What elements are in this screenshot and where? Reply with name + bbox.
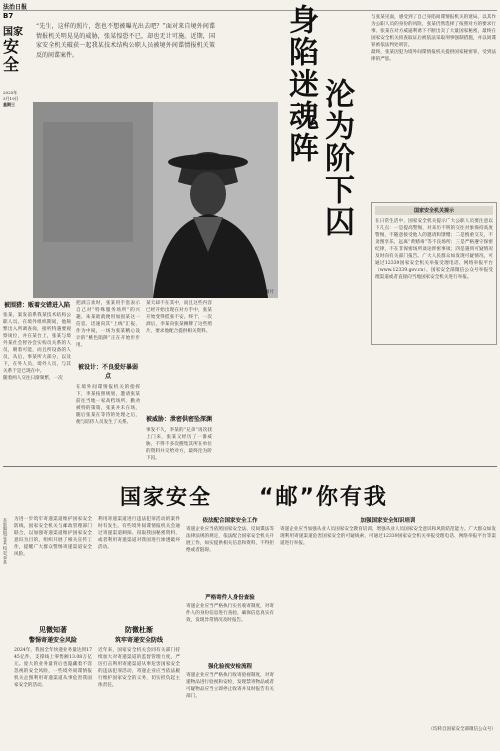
issue-weekday: 星期三 <box>3 102 15 107</box>
masthead-rule <box>3 10 497 11</box>
bottom-col1-text2: 2024年，我国全年快递业务量达到1745亿件，支撑线上零售额13.08万亿元。庞大的业务量背后也隐藏着不容忽视的安全风险，一些境外间谍情报机关企图利用寄递渠道从事危害我国家安全的活动。 <box>14 648 92 688</box>
spy-figure-illustration <box>33 102 278 298</box>
side-box-title: 国家安全机关提示 <box>375 206 493 215</box>
top-col3-text2: 事发不久，李某的“兄弟”再次找上门来，张某又经历了一番威胁，不得不多次搜集其所在单位的资料并交给对方，最终沦为阶下囚。 <box>146 428 212 461</box>
subhead-inspect: 强化验视安检流程 <box>207 664 252 670</box>
section-bar <box>3 12 29 115</box>
subhead-surrounded: 被围猎：贩着交错进入陷 <box>3 302 70 309</box>
top-col1-para2: 随着两人交往日渐频繁，一次 <box>3 376 63 381</box>
bottom-col2-text2: 近年来，国家安全机关会同有关部门持续加大对寄递渠道的监督管理力度，严厉打击利用寄递渠道从事危害国家安全的违法犯罪活动，寄递企业应当依法履行维护国家安全的义务，切实担负起主体责任。 <box>98 648 180 688</box>
masthead-paper-name: 法治日报 <box>3 4 28 11</box>
bottom-col3-text: 寄递企业应当依照国家安全法、反间谍法等法律法规的规定，依法配合国家安全机关开展工作，如实提供相关信息和资料，不得拒绝或者阻碍。 <box>186 527 274 553</box>
top-col3-text: 某天却不在其中，而且这些内容已经开始出现在对方手中，张某开始变得慌张不安。终于，一次酒后，李某向张某摊牌了这些照片，要求他配合提供相关资料。 <box>146 301 212 334</box>
subhead-prevent: 防微杜渐 <box>125 626 153 634</box>
section-divider <box>3 466 497 467</box>
bottom-col1-text: 为进一步筑牢寄递渠道维护国家安全防线，国家安全机关与邮政管理部门联合，以加强寄递渠道维护国家安全意识为目的，组织开展了相关宣传工作，提醒广大群众警惕寄递渠道安全风险。 <box>14 517 92 557</box>
top-col1 <box>3 300 71 460</box>
illustration-photo <box>33 102 278 298</box>
bottom-col4 <box>280 516 496 746</box>
top-col4-para2: 最终，张某因犯为境外间谍情报机关提供国家秘密罪，受到法律的严惩。 <box>371 50 496 62</box>
issue-year: 2025年 <box>3 90 18 95</box>
issue-date: 3月19日 <box>3 96 19 101</box>
section-title-b: 安全 <box>3 37 20 74</box>
subhead-threatened: 被威胁：泄密供密坠深渊 <box>146 416 213 423</box>
top-col4-para1: 与张某见面，感受到了自己身陷间谍情报机关的迷局。以其作为公职人员的身份的风险，张某仍然选择了按照对方的要求行事。张某在对方威逼利诱下不断出卖了大量国家秘密，最终在国家安全机关侦查取证后被依法采取刑事强制措施，并以间谍罪被依法判处刑罚。 <box>371 15 496 48</box>
bottom-col3-text3: 寄递企业应当严格执行收寄验视制度，对寄递物品进行验视和安检，发现禁寄物品或者可疑物品应当立即停止收寄并及时报告有关部门。 <box>186 673 274 699</box>
top-col1-para1: 张某，案发前系我某技术结构公职人员。在境外组织期间，他频繁出入所调查岗，接听特遇要观察岗位，并在某台上，张某与境外某社会智谷会实构员关系的人员，朝着可能，而且所设备的人员，从后，事某所大部分，以及下，在外人员，境外人员，与其关系于是已现在中。 <box>3 313 71 374</box>
page-number: B7 <box>3 12 14 20</box>
top-col2-text2: 在境外间谍情报机关的指挥下，李某按照规划，邀请张某前往当地一家高档场所，勤劝被特的策策，张某并未在场，随后张某在等待的处理之后，便与陪侍人员发生了关系。 <box>76 385 140 425</box>
bottom-col4-text: 寄递企业应当加强从业人员国家安全教育培训，增强从业人员国家安全意识和风险防范能力。广大群众如发现利用寄递渠道危害国家安全的可疑线索，可通过12339国家安全机关举报受理电话、网络举报平台等渠道进行举报。 <box>280 527 496 546</box>
top-headline-b: 沦为阶下囚 <box>319 78 354 238</box>
top-intro-text: “先生，这样的照片，您也不想被曝光出去吧？”面对来自境外间谍情报机关明晃晃的威胁，张某惶恐不已，却也无计可施。近期，国家安全机关破获一起我某技术结构公职人员被境外间谍情报机关策反的间谍案件。 <box>36 23 215 59</box>
subhead-designed: 被设计：不良爱好暴弱点 <box>77 364 138 380</box>
bottom-col2-text: 利用寄递渠道进行违法犯罪活动的案件时有发生。有些境外间谍情报机关会通过寄递渠道刺探、窃取我国秘密资料，或者利用寄递渠道对我国进行渗透破坏活动。 <box>98 517 180 550</box>
photo-credit: 资料图片 <box>256 290 274 295</box>
bottom-headline-b: “邮”你有我 <box>259 485 388 510</box>
subhead-verify: 严格寄件人身份查验 <box>205 595 255 601</box>
side-box-text: 在日常生活中，国家安全机关提示广大公职人员要注意以下几点：一是提高警惕，对来历不明的交往对象保持高度警惕，不随意接受他人的邀请和馈赠；二是慎重交友，不贪图享乐，远离“黄赌毒”等不良场所；三是严格遵守保密纪律，不在非保密场所谈论涉密事项；四是遇到可疑情况及时向有关部门报告。广大人民群众如发现可疑情况，可通过12339国家安全机关举报受理电话、网络举报平台（www.12339.gov.cn）、国家安全部微信公众号举报受理渠道或者直接向当地国家安全机关进行举报。 <box>375 219 493 280</box>
top-headline-a: 身陷迷魂阵 <box>283 4 318 164</box>
bottom-col2 <box>98 516 180 746</box>
bottom-col1 <box>14 516 92 746</box>
section-title-a: 国家 <box>3 27 23 38</box>
subhead-observe: 见微知著 <box>39 626 67 634</box>
bottom-col3-text2: 寄递企业应当严格执行实名收寄制度，对寄件人的身份信息进行查验，确保信息真实有效，发现异常情况及时报告。 <box>186 604 274 623</box>
subhead-training: 加强国家安全知识培训 <box>360 518 416 524</box>
subhead-risk: 警惕寄递安全风险 <box>28 637 77 644</box>
bottom-headline-a: 国家安全 <box>120 485 212 509</box>
footer-note: （均转自国家安全部微信公众号） <box>428 727 496 732</box>
top-col1-text <box>3 312 71 452</box>
top-intro-lead <box>33 20 218 100</box>
side-box <box>371 202 497 345</box>
top-col4-text <box>371 14 496 199</box>
subhead-defense: 筑牢寄递安全防线 <box>114 637 163 644</box>
subhead-cooperate: 依法配合国家安全工作 <box>202 518 258 524</box>
bottom-col3 <box>186 516 274 746</box>
top-col2-text: 把酒言欢时，张某用手套表示自己对“特殊服务场所”的兴趣，朱某欲就便用加固某这一信息，迅速向其“上线”汇报，作为中间，一场为张某精心设计的“桃色陷阱”正在开始步步用。 <box>76 301 140 348</box>
top-col3 <box>146 300 212 460</box>
top-col2 <box>76 300 140 460</box>
bottom-side-meta: 本版编辑/张某 校对/李某 <box>3 518 8 565</box>
